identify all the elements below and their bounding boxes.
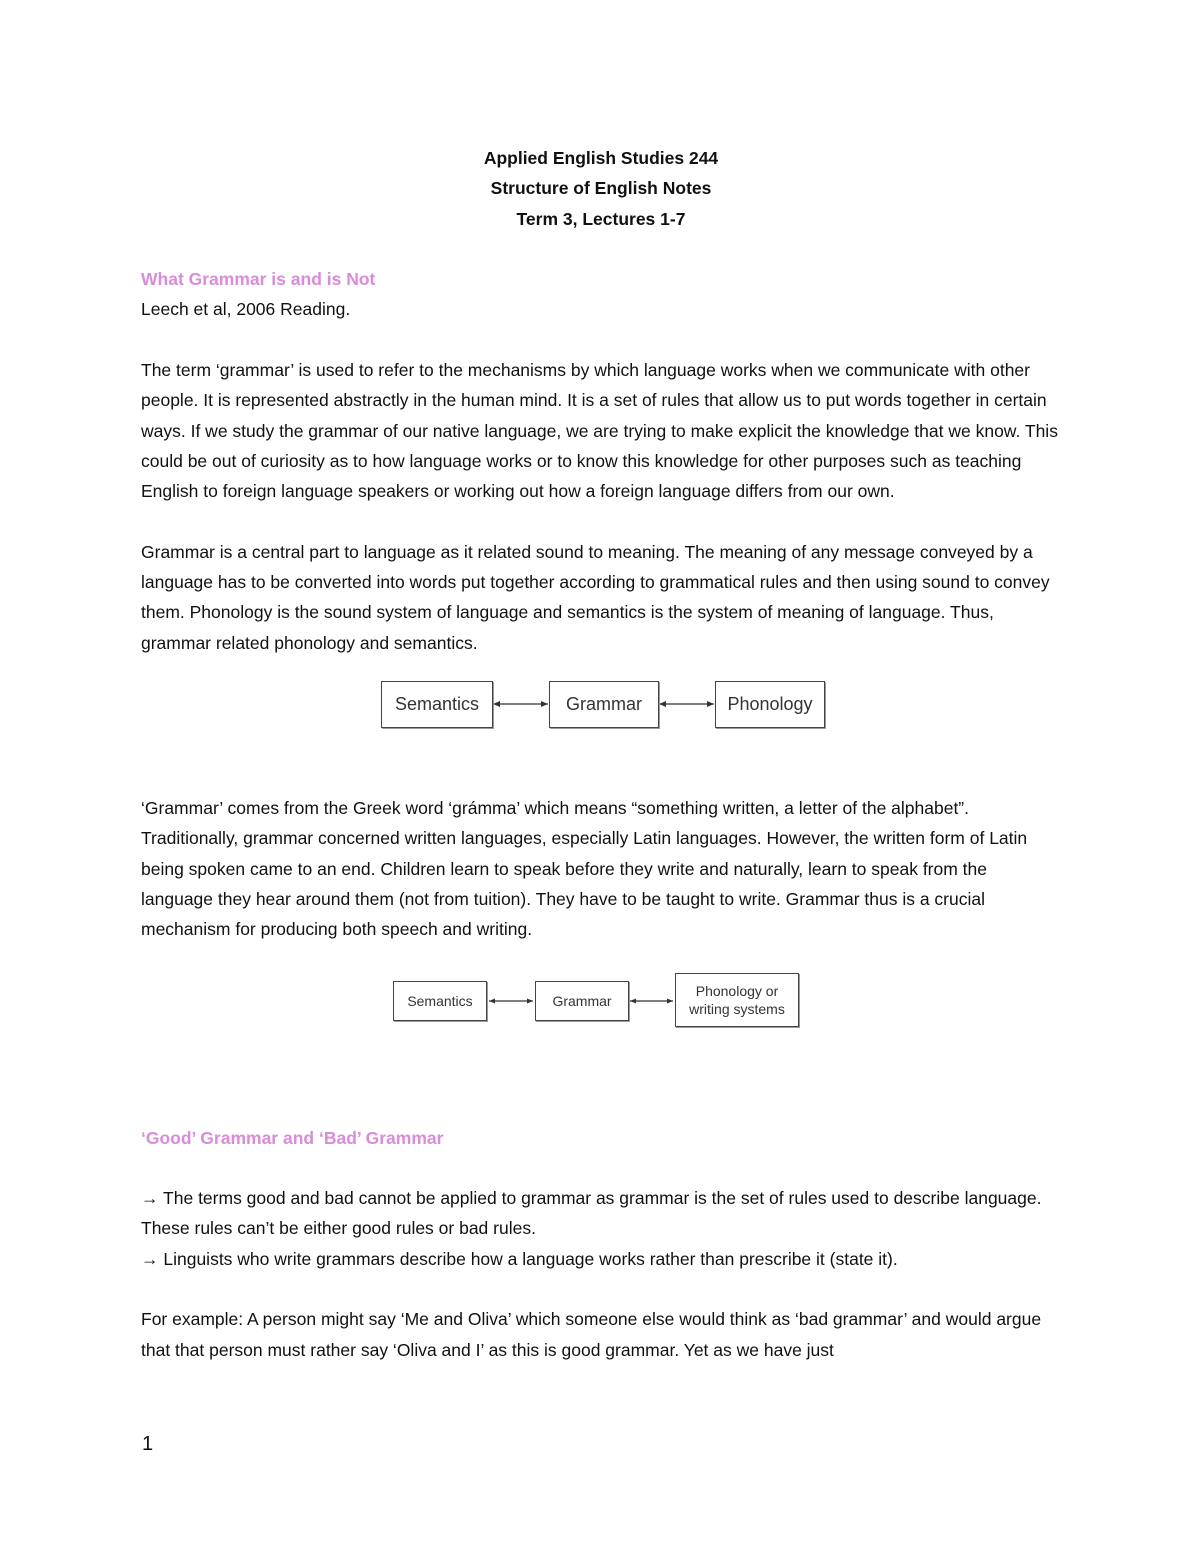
paragraph-example: For example: A person might say ‘Me and Oliva’ which someone else would think as ‘bad grammar’ and would argue that that person must rather say ‘Oliva and I’ as this is good grammar. Yet as we have just xyxy=(141,1309,1042,1360)
reading-reference: Leech et al, 2006 Reading. xyxy=(141,299,351,320)
diagram2-box-phonology-writing: Phonology or writing systems xyxy=(675,973,799,1027)
bullet-linguists: → Linguists who write grammars describe how a language works rather than prescribe it (state it). xyxy=(141,1248,898,1269)
page-number: 1 xyxy=(142,1433,154,1455)
bullet-good-bad: → The terms good and bad cannot be applied to grammar as grammar is the set of rules used to describe language. These rules can’t be either good rules or bad rules. xyxy=(141,1188,1042,1239)
page-content xyxy=(141,143,1061,1365)
title-block xyxy=(141,143,1061,234)
diagram2-box-grammar: Grammar xyxy=(535,981,629,1021)
paragraph-grammar-definition: The term ‘grammar’ is used to refer to the mechanisms by which language works when we communicate with other people. It is represented abstractly in the human mind. It is a set of rules that allow us to put words together in certain ways. If we study the grammar of our native language, we are trying to make explicit the knowledge that we know. This could be out of curiosity as to how language works or to know this knowledge for other purposes such as teaching English to foreign language speakers or working out how a foreign language differs from our own. xyxy=(141,360,1058,502)
diagram-box-grammar: Grammar xyxy=(549,681,659,728)
notes-subtitle: Structure of English Notes xyxy=(490,178,712,199)
diagram-semantics-grammar-phonology xyxy=(141,681,1061,793)
section-heading-grammar: What Grammar is and is Not xyxy=(141,269,376,290)
course-title: Applied English Studies 244 xyxy=(483,148,719,168)
diagram-box-phonology: Phonology xyxy=(715,681,825,728)
diagram2-box-semantics: Semantics xyxy=(393,981,487,1021)
diagram-semantics-grammar-writing xyxy=(141,973,1061,1123)
term-line: Term 3, Lectures 1-7 xyxy=(516,208,686,229)
paragraph-grammar-origin: ‘Grammar’ comes from the Greek word ‘grámma’ which means “something written, a letter of the alphabet”. Traditionally, grammar concerned written languages, especially Latin languages. However, the written form of Latin being spoken came to an end. Children learn to speak before they write and naturally, learn to speak from the language they hear around them (not from tuition). They have to be taught to write. Grammar thus is a crucial mechanism for producing both speech and writing. xyxy=(141,798,1028,940)
diagram-box-semantics: Semantics xyxy=(381,681,493,728)
paragraph-grammar-central: Grammar is a central part to language as it related sound to meaning. The meaning of any message conveyed by a language has to be converted into words put together according to grammatical rules and then using sound to convey them. Phonology is the sound system of language and semantics is the system of meaning of language. Thus, grammar related phonology and semantics. xyxy=(141,541,1050,653)
section-heading-good-bad: ‘Good’ Grammar and ‘Bad’ Grammar xyxy=(141,1127,444,1148)
